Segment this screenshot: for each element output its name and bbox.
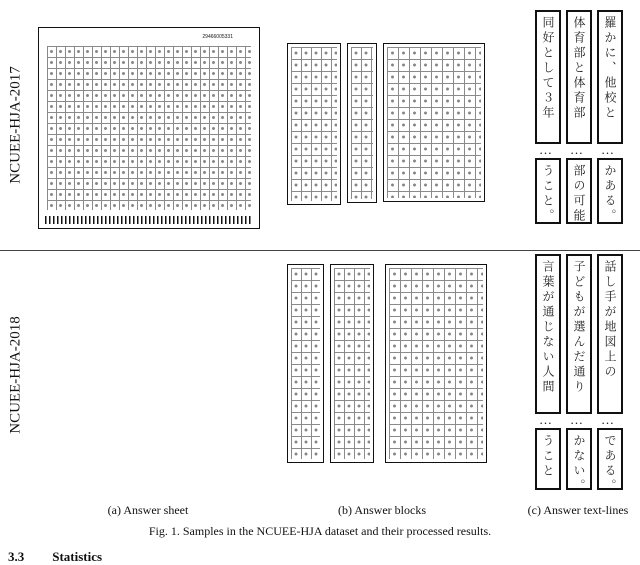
textline-text: 言葉が通じない人間 <box>541 260 555 395</box>
figure-caption: Fig. 1. Samples in the NCUEE-HJA dataset and their processed results. <box>148 524 492 538</box>
textline-text: 部の可能 <box>572 164 586 224</box>
handwriting-strokes <box>291 47 337 201</box>
handwriting-strokes <box>47 46 251 210</box>
textline-2018-top-3 <box>597 254 623 414</box>
textline-text: かある。 <box>603 164 617 224</box>
answer-block-2017-2 <box>347 43 377 203</box>
textline-text: うこと <box>541 434 555 479</box>
section-title: Statistics <box>52 549 103 564</box>
textline-text: 体育部と体育部 <box>572 16 586 121</box>
sheet-id-label: 29466005331 <box>202 34 233 40</box>
textline-2017-top-1 <box>535 10 561 144</box>
section-number: 3.3 <box>8 549 25 564</box>
textline-2018-bottom-3 <box>597 428 623 494</box>
textline-2018-bottom-1 <box>535 428 561 490</box>
handwriting-strokes <box>389 268 483 459</box>
handwriting-strokes <box>334 268 370 459</box>
textline-text: うこと。 <box>541 164 555 224</box>
answer-block-2017-3 <box>383 43 485 202</box>
handwriting-strokes <box>291 268 320 459</box>
row-label-2018: NCUEE-HJA-2018 <box>7 316 24 434</box>
textline-text: 羅かに、他校と <box>603 16 617 121</box>
textline-text: である。 <box>603 434 617 494</box>
row-label-2017: NCUEE-HJA-2017 <box>7 66 24 184</box>
textline-2017-top-2 <box>566 10 592 144</box>
handwriting-strokes <box>387 47 481 198</box>
textline-2018-top-2 <box>566 254 592 414</box>
panel-label-answer-blocks: (b) Answer blocks <box>338 503 426 517</box>
ellipsis-2017-3: … <box>601 142 614 157</box>
textline-2017-bottom-2 <box>566 158 592 224</box>
section-heading <box>8 549 102 565</box>
sheet-barcode <box>45 216 253 224</box>
panel-label-answer-textlines: (c) Answer text-lines <box>527 503 629 517</box>
textline-2017-bottom-3 <box>597 158 623 224</box>
handwriting-strokes <box>351 47 373 199</box>
textline-2017-top-3 <box>597 10 623 144</box>
ellipsis-2017-1: … <box>539 142 552 157</box>
ellipsis-2018-1: … <box>539 412 552 427</box>
textline-2018-bottom-2 <box>566 428 592 494</box>
answer-block-2018-1 <box>287 264 324 463</box>
textline-2018-top-1 <box>535 254 561 414</box>
ellipsis-2017-2: … <box>570 142 583 157</box>
ellipsis-2018-2: … <box>570 412 583 427</box>
textline-text: 同好として３年 <box>541 16 555 121</box>
textline-text: かない。 <box>572 434 586 494</box>
textline-text: 話し手が地図上の <box>603 260 617 380</box>
answer-block-2018-3 <box>385 264 487 463</box>
ellipsis-2018-3: … <box>601 412 614 427</box>
textline-text: 子どもが選んだ通り <box>572 260 586 395</box>
textline-2017-bottom-1 <box>535 158 561 224</box>
answer-block-2018-2 <box>330 264 374 463</box>
answer-block-2017-1 <box>287 43 341 205</box>
row-divider <box>0 250 640 251</box>
panel-label-answer-sheet: (a) Answer sheet <box>107 503 189 517</box>
answer-sheet-2017 <box>38 27 260 229</box>
